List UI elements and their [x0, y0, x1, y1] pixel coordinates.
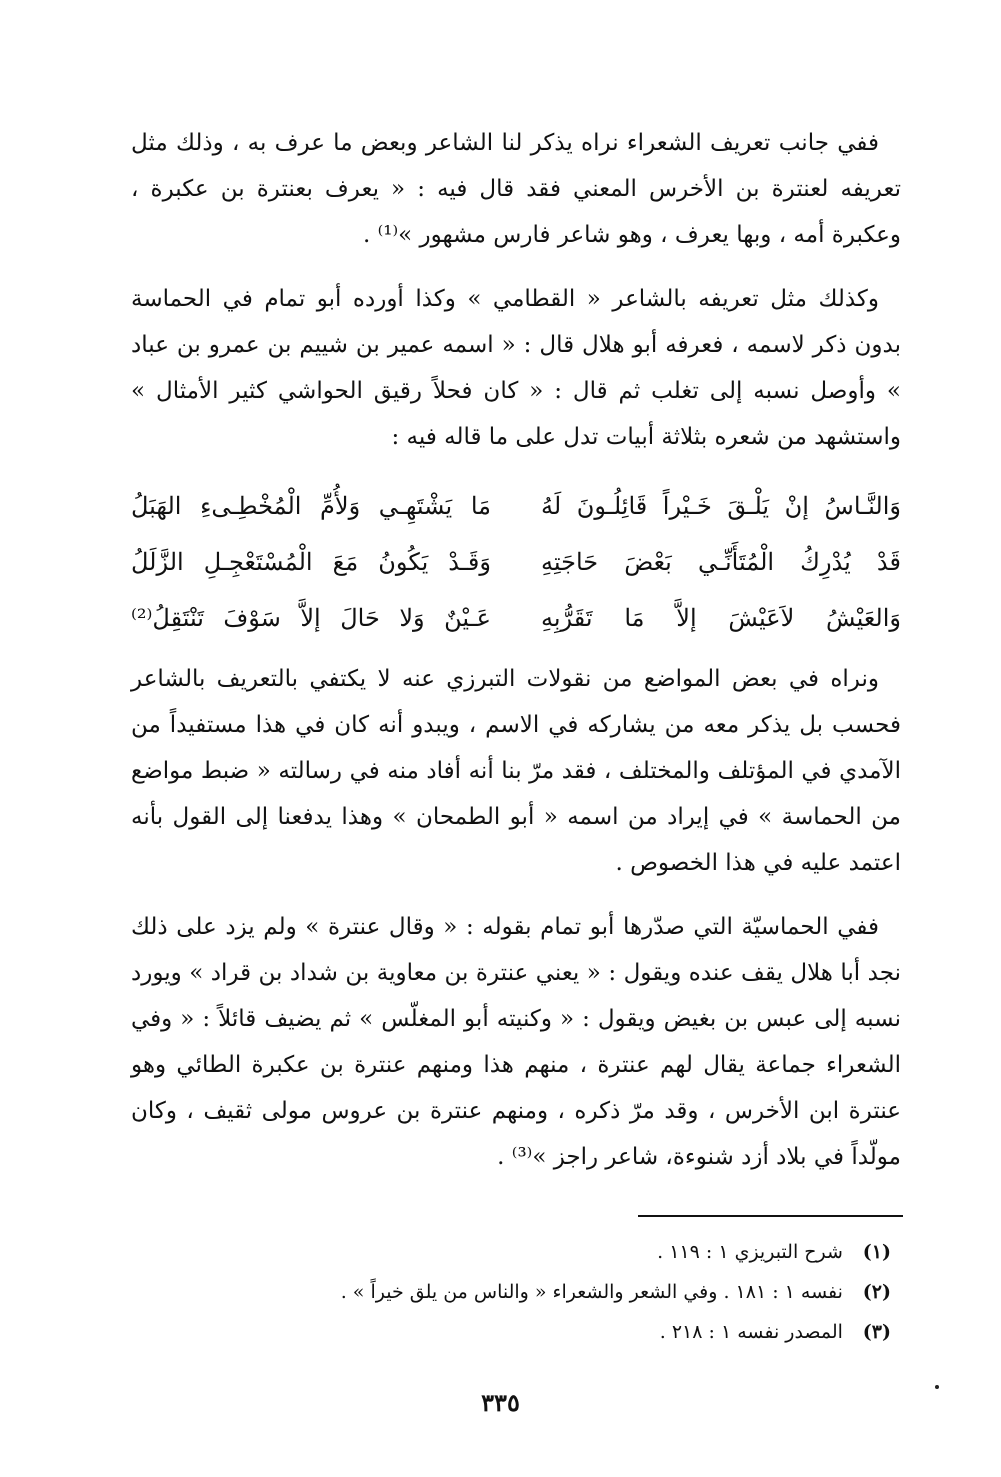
footnote-number: (٣)	[862, 1321, 891, 1343]
footnote-text: شرح التبريزي ١ : ١١٩ .	[657, 1241, 843, 1263]
page-number: ٣٣٥	[481, 1388, 520, 1417]
paragraph-2: وكذلك مثل تعريفه بالشاعر « القطامي » وكذا أورده أبو تمام في الحماسة بدون ذكر لاسمه ، فعرفه أبو هلال قال : « اسمه عمير بن شييم بن عمرو بن عباد » وأوصل نسبه إلى تغلب ثم قال : « كان فحلاً رقيق الحواشي كثير الأمثال » واستشهد من شعره بثلاثة أبيات تدل على ما قاله فيه :	[131, 286, 901, 450]
paragraph-3: ونراه في بعض المواضع من نقولات التبرزي عنه لا يكتفي بالتعريف بالشاعر فحسب بل يذكر معه من يشاركه في الاسم ، ويبدو أنه كان في هذا مستفيداً من الآمدي في المؤتلف والمختلف ، فقد مرّ بنا أنه أفاد منه في رسالته « ضبط مواضع من الحماسة » في إيراد من اسمه « أبو الطمحان » وهذا يدفعنا إلى القول بأنه اعتمد عليه في هذا الخصوص .	[131, 666, 902, 876]
footnote-separator	[638, 1215, 903, 1217]
footnote-text: نفسه ١ : ١٨١ . وفي الشعر والشعراء « والناس من يلق خيراً » .	[340, 1281, 843, 1303]
poem-verse	[131, 590, 901, 646]
footnote-number: (٢)	[862, 1281, 891, 1303]
footnote-text: المصدر نفسه ١ : ٢١٨ .	[659, 1321, 843, 1343]
footnote-item	[171, 1232, 891, 1272]
footnote-item	[171, 1312, 891, 1352]
paragraph-1: ففي جانب تعريف الشعراء نراه يذكر لنا الشاعر وبعض ما عرف به ، وذلك مثل تعريفه لعنترة بن الأخرس المعني فقد قال فيه : « يعرف بعنترة بن عكبرة ، وعكبرة أمه ، وبها يعرف ، وهو شاعر فارس مشهور »⁽¹⁾ .	[131, 130, 901, 248]
page-body	[131, 120, 901, 1198]
verse-second-hemistich: وَقَـدْ يَكُونُ مَعَ الْمُسْتَعْجِـلِ الزَّلَلُ	[131, 548, 491, 576]
poem	[131, 478, 901, 646]
verse-second-hemistich: مَا يَشْتَهِـي وَلأُمِّ الْمُخْطِـىءِ الهَبَلُ	[131, 492, 491, 520]
verse-first-hemistich: وَالنَّـاسُ إنْ يَلْـقَ خَـيْراً قَائِلُـونَ لَهُ	[541, 492, 901, 520]
footnote-item	[171, 1272, 891, 1312]
footnote-number: (١)	[862, 1241, 891, 1263]
poem-verse	[131, 534, 901, 590]
poem-verse	[131, 478, 901, 534]
footnotes	[171, 1232, 891, 1352]
verse-first-hemistich: قَدْ يُدْرِكُ الْمُتَأَنِّـي بَعْضَ حَاجَتِهِ	[541, 548, 901, 576]
verse-first-hemistich: وَالعَيْشُ لاَعَيْشَ إلاَّ مَا تَقَرُّبِهِ	[541, 604, 901, 632]
stray-dot-mark	[935, 1385, 939, 1389]
paragraph-4: ففي الحماسيّة التي صدّرها أبو تمام بقوله : « وقال عنترة » ولم يزد على ذلك نجد أبا هلال يقف عنده ويقول : « يعني عنترة بن معاوية بن شداد بن قراد » ويورد نسبه إلى عبس بن بغيض ويقول : « وكنيته أبو المغلّس » ثم يضيف قائلاً : « وفي الشعراء جماعة يقال لهم عنترة ، منهم هذا ومنهم عنترة بن عكبرة الطائي وهو عنترة ابن الأخرس ، وقد مرّ ذكره ، ومنهم عنترة بن عروس مولى ثقيف ، وكان مولّداً في بلاد أزد شنوءة، شاعر راجز »⁽³⁾ .	[131, 914, 902, 1170]
verse-second-hemistich: عَـيْنٌ وَلا حَالَ إلاَّ سَوْفَ تَنْتَقِلُ⁽²⁾	[131, 604, 491, 632]
